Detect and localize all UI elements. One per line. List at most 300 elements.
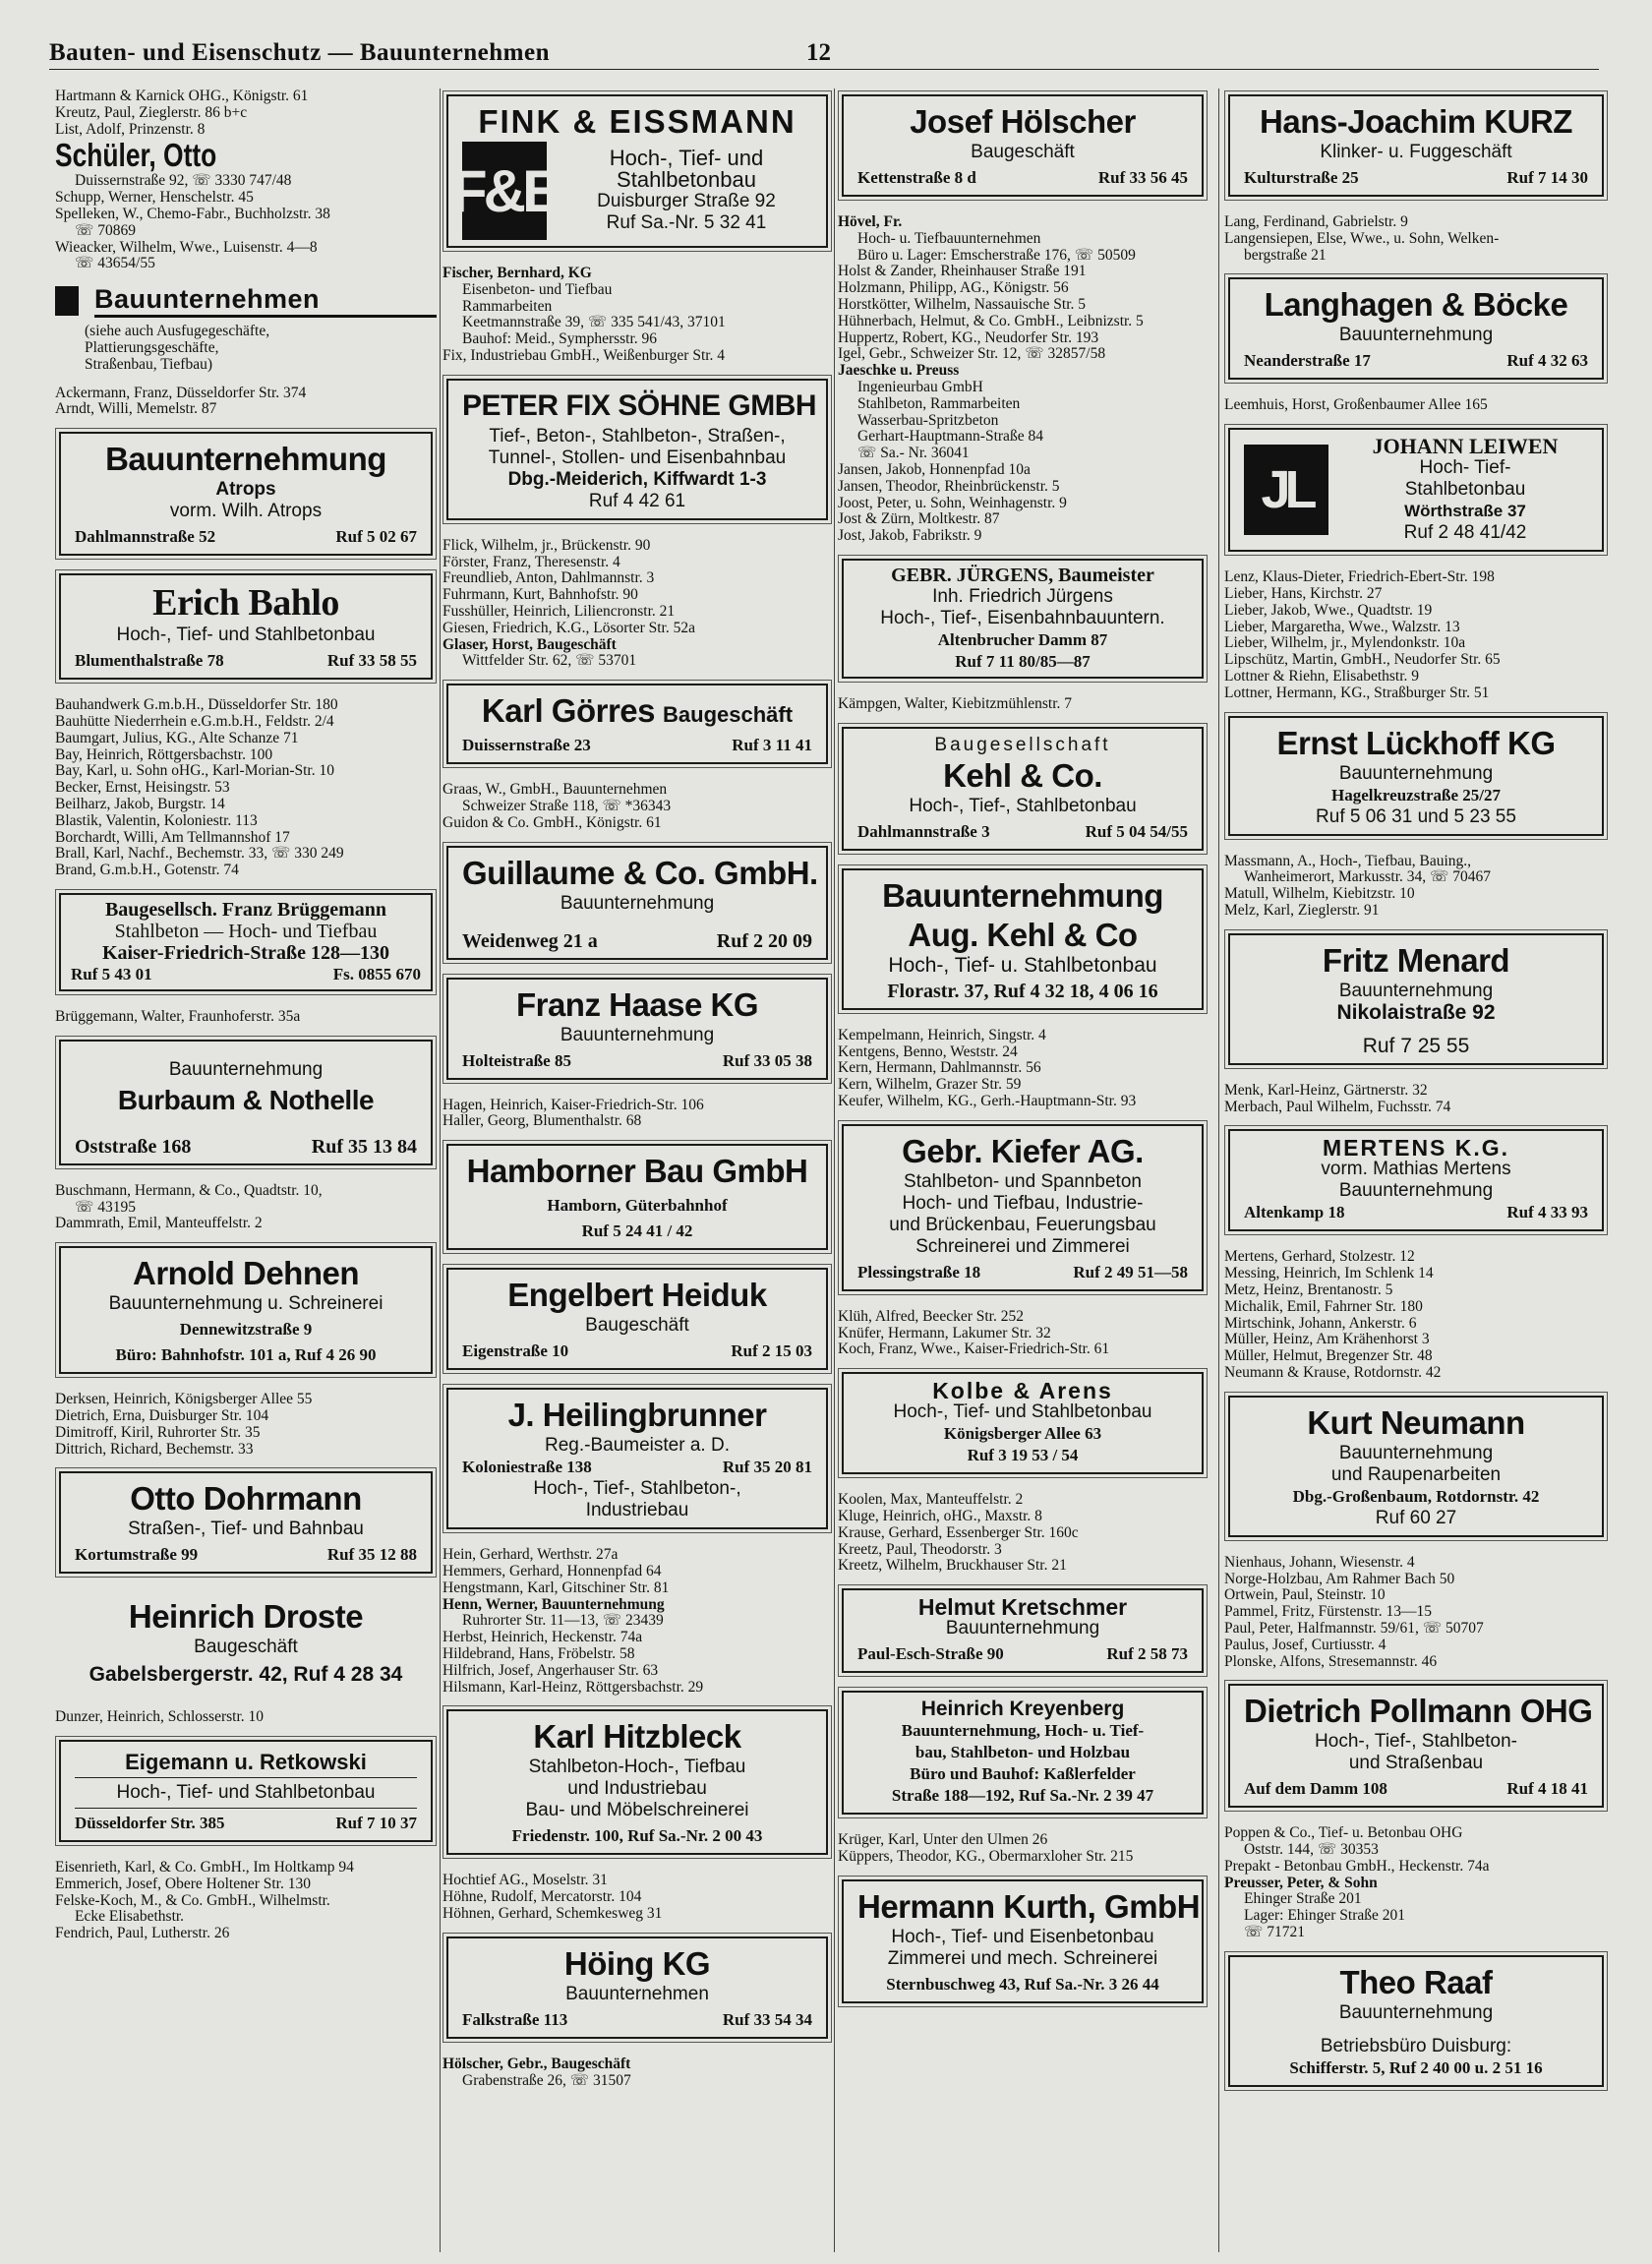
ad-address: Neanderstraße 17 — [1244, 351, 1371, 371]
listing-line: Müller, Heinz, Am Krähenhorst 3 — [1224, 1332, 1430, 1348]
ad-title: Otto Dohrmann — [130, 1480, 362, 1518]
ad-title: Heinrich Droste — [128, 1598, 364, 1636]
listing-group — [55, 89, 437, 138]
listing-group — [838, 231, 1208, 265]
ad-subtitle: Tunnel-, Stollen- und Eisenbahnbau — [488, 447, 787, 468]
ad-phone: Ruf 7 25 55 — [1362, 1034, 1470, 1057]
listing-line: Wittfelder Str. 62, ☏ 53701 — [462, 653, 637, 670]
listing-line: Prepakt - Betonbau GmbH., Heckenstr. 74a — [1224, 1858, 1490, 1875]
ad-subtitle: bau, Stahlbeton- und Holzbau — [914, 1743, 1131, 1762]
listing-line: Lieber, Hans, Kirchstr. 27 — [1224, 585, 1383, 602]
listing-line: Fuhrmann, Kurt, Bahnhofstr. 90 — [442, 587, 638, 604]
listing-line: Michalik, Emil, Fahrner Str. 180 — [1224, 1298, 1423, 1315]
ad-subtitle: Baugesellschaft — [934, 734, 1111, 755]
listing-line: Paulus, Josef, Curtiusstr. 4 — [1224, 1637, 1386, 1653]
ad-subtitle: Bauunternehmung — [1338, 2001, 1494, 2023]
ad-address: Hagelkreuzstraße 25/27 — [1330, 785, 1502, 804]
listing-line: Ruhrorter Str. 11—13, ☏ 23439 — [462, 1613, 664, 1630]
column-divider — [1218, 89, 1219, 2252]
ad-subtitle: vorm. Mathias Mertens — [1321, 1159, 1511, 1180]
listing-line: Schweizer Straße 118, ☏ *36343 — [462, 798, 672, 814]
ad-title: Burbaum & Nothelle — [117, 1084, 375, 1115]
listing-line: Hochtief AG., Moselstr. 31 — [442, 1873, 608, 1889]
listing-line: Kreutz, Paul, Zieglerstr. 86 b+c — [55, 104, 248, 121]
listing-line: ☏ 43195 — [75, 1199, 137, 1216]
listing-line: Hühnerbach, Helmut, & Co. GmbH., Leibnizstr. 5 — [838, 313, 1144, 329]
ad-address: Auf dem Damm 108 — [1244, 1779, 1387, 1799]
listing-line: ☏ 70869 — [75, 222, 137, 239]
listing-group — [442, 782, 832, 831]
column-3 — [838, 89, 1208, 2264]
ad-subtitle: Zimmerei und mech. Schreinerei — [887, 1947, 1158, 1969]
column-divider — [440, 89, 441, 2252]
listing-line: Koch, Franz, Wwe., Kaiser-Friedrich-Str. 61 — [838, 1341, 1110, 1358]
ad-title: Kehl & Co. — [943, 756, 1102, 794]
ad-title: Arnold Dehnen — [133, 1255, 359, 1292]
listing-line: Paul, Peter, Halfmannstr. 59/61, ☏ 50707 — [1224, 1620, 1484, 1637]
ad-subtitle: Schreinerei und Zimmerei — [915, 1235, 1130, 1257]
ad-subtitle: Hoch-, Tief-, Stahlbeton-, — [533, 1478, 741, 1500]
ad-phone: Ruf 4 18 41 — [1506, 1779, 1588, 1799]
ad-title: Hermann Kurth, GmbH — [857, 1887, 1201, 1925]
listing-line: Arndt, Willi, Memelstr. 87 — [55, 401, 217, 418]
listing-group — [55, 1860, 437, 1942]
ad-subtitle: Betriebsbüro Duisburg: — [1320, 2035, 1512, 2056]
listing-line: Keufer, Wilhelm, KG., Gerh.-Hauptmann-Str. 93 — [838, 1093, 1137, 1109]
listing-line: Kern, Wilhelm, Grazer Str. 59 — [838, 1077, 1022, 1094]
listing-line: Hilsmann, Karl-Heinz, Röttgersbachstr. 29 — [442, 1679, 704, 1696]
fe-logo-icon: F&E — [462, 142, 547, 240]
listing-line: Straßenbau, Tiefbau) — [85, 356, 213, 373]
listing-line: Fix, Industriebau GmbH., Weißenburger Str. 4 — [442, 347, 726, 364]
listing-line: Holst & Zander, Rheinhauser Straße 191 — [838, 264, 1087, 280]
listing-line: Hartmann & Karnick OHG., Königstr. 61 — [55, 89, 309, 104]
ad-title: Kurt Neumann — [1307, 1403, 1525, 1441]
listing-line: Freundlieb, Anton, Dahlmannstr. 3 — [442, 570, 655, 587]
ad-subtitle: Hoch-, Tief-, Eisenbahnbauuntern. — [880, 607, 1165, 628]
ad-phone: Ruf 2 58 73 — [1106, 1644, 1188, 1664]
ad-subtitle: Bauunternehmen — [565, 1983, 709, 2004]
ad-address: Altenbrucher Damm 87 — [937, 629, 1108, 649]
listing-line: Graas, W., GmbH., Bauunternehmen — [442, 782, 668, 799]
ad-peter-fix — [446, 379, 828, 520]
listing-group — [838, 1028, 1208, 1110]
ad-title: GEBR. JÜRGENS, Baumeister — [891, 564, 1154, 586]
listing-line: Beilharz, Jakob, Burgstr. 14 — [55, 796, 225, 812]
ad-phone: Ruf 5 04 54/55 — [1085, 821, 1188, 841]
ad-pollmann — [1228, 1684, 1604, 1808]
listing-line: Hagen, Heinrich, Kaiser-Friedrich-Str. 106 — [442, 1097, 704, 1113]
listing-line: (siehe auch Ausfugegeschäfte, — [85, 324, 270, 340]
ad-title: Bauunternehmung — [882, 876, 1163, 914]
ad-bahlo — [59, 573, 433, 680]
listing-line: Huppertz, Robert, KG., Neudorfer Str. 193 — [838, 329, 1099, 346]
listing-group — [442, 653, 832, 670]
listing-line: Hildebrand, Hans, Fröbelstr. 58 — [442, 1645, 635, 1662]
ad-subtitle: Baugeschäft — [663, 702, 794, 728]
listing-line: Wanheimerort, Markusstr. 34, ☏ 70467 — [1244, 869, 1492, 886]
listing-line: Messing, Heinrich, Im Schlenk 14 — [1224, 1266, 1434, 1282]
ad-subtitle: Baugeschäft — [194, 1637, 298, 1658]
ad-address: Düsseldorfer Str. 385 — [75, 1814, 225, 1833]
listing-line: Plattierungsgeschäfte, — [85, 339, 219, 356]
ad-mertens — [1228, 1129, 1604, 1231]
ad-raaf — [1228, 1955, 1604, 2087]
section-marker — [55, 286, 79, 316]
listing-line: Kreetz, Paul, Theodorstr. 3 — [838, 1541, 1002, 1558]
ad-kretschmer — [842, 1588, 1204, 1673]
ad-telex: Fs. 0855 670 — [332, 964, 421, 983]
listing-group — [1224, 854, 1608, 920]
listing-group — [55, 1392, 437, 1458]
ad-subtitle: Bauunternehmung — [560, 1024, 715, 1045]
ad-phone: Ruf 4 33 93 — [1506, 1203, 1588, 1222]
ad-address: Holteistraße 85 — [462, 1050, 571, 1070]
ad-josef-hoelscher — [842, 94, 1204, 197]
listing-name: Hövel, Fr. — [838, 214, 903, 230]
listing-line: Lang, Ferdinand, Gabrielstr. 9 — [1224, 214, 1408, 230]
ad-address: Dennewitzstraße 9 — [179, 1320, 313, 1340]
ad-address: Weidenweg 21 a — [462, 929, 598, 952]
listing-line: Ortwein, Paul, Steinstr. 10 — [1224, 1587, 1386, 1604]
ad-aug-kehl — [842, 868, 1204, 1010]
listing-group — [442, 282, 832, 348]
listing-group — [55, 173, 437, 190]
listing-line: Mertens, Gerhard, Stolzestr. 12 — [1224, 1249, 1415, 1266]
listing-group — [55, 1709, 437, 1726]
listing-line: Brüggemann, Walter, Fraunhoferstr. 35a — [55, 1008, 301, 1025]
column-4 — [1224, 89, 1608, 2264]
ad-subtitle: Klinker- u. Fuggeschäft — [1320, 142, 1512, 162]
ad-subtitle: Hoch-, Tief- u. Stahlbetonbau — [888, 953, 1157, 977]
ad-address: Schifferstr. 5, Ruf 2 40 00 u. 2 51 16 — [1289, 2057, 1543, 2077]
ad-address: Eigenstraße 10 — [462, 1341, 569, 1361]
listing-name: Glaser, Horst, Baugeschäft — [442, 636, 617, 653]
ad-heilingbrunner — [446, 1388, 828, 1529]
ad-subtitle: Hoch-, Tief-, Stahlbetonbau — [909, 795, 1137, 816]
ad-title: Höing KG — [563, 1944, 711, 1982]
listing-line: Fusshüller, Heinrich, Liliencronstr. 21 — [442, 603, 676, 620]
page-header — [49, 35, 1599, 70]
ad-subtitle: Hoch-, Tief- und Stahlbetonbau — [893, 1401, 1152, 1423]
ad-address: Dbg.-Meiderich, Kiffwardt 1-3 — [507, 468, 767, 490]
listing-line: Büro u. Lager: Emscherstraße 176, ☏ 50509 — [857, 247, 1136, 264]
listing-line: Mirtschink, Johann, Ankerstr. 6 — [1224, 1315, 1417, 1332]
ad-subtitle: Atrops — [215, 479, 276, 501]
listing-line: Guidon & Co. GmbH., Königstr. 61 — [442, 814, 662, 831]
ad-title: Kolbe & Arens — [932, 1378, 1113, 1404]
ad-subtitle: Hoch-, Tief- und Eisenbetonbau — [891, 1926, 1154, 1947]
listing-line: Dammrath, Emil, Manteuffelstr. 2 — [55, 1216, 263, 1232]
page-number: 12 — [806, 39, 831, 66]
listing-name: Hölscher, Gebr., Baugeschäft — [442, 2055, 631, 2072]
listing-line: Grabenstraße 26, ☏ 31507 — [462, 2072, 631, 2089]
ad-title: J. Heilingbrunner — [507, 1397, 767, 1434]
ad-title: Baugesellsch. Franz Brüggemann — [104, 898, 387, 921]
listing-line: Lieber, Jakob, Wwe., Quadtstr. 19 — [1224, 602, 1433, 619]
ad-title: Karl Hitzbleck — [533, 1718, 741, 1756]
listing-line: Borchardt, Willi, Am Tellmannshof 17 — [55, 829, 290, 846]
listing-line: Knüfer, Hermann, Lakumer Str. 32 — [838, 1325, 1051, 1341]
listing-line: Oststr. 144, ☏ 30353 — [1244, 1842, 1379, 1859]
ad-subtitle: Hoch- und Tiefbau, Industrie- — [902, 1192, 1144, 1214]
ad-phone: Ruf 2 48 41/42 — [1403, 522, 1527, 544]
ad-title: JOHANN LEIWEN — [1372, 434, 1559, 459]
listing-line: Emmerich, Josef, Obere Holtener Str. 130 — [55, 1876, 311, 1892]
listing-line: Lottner & Riehn, Elisabethstr. 9 — [1224, 668, 1420, 685]
listing-line: Igel, Gebr., Schweizer Str. 12, ☏ 32857/58 — [838, 346, 1106, 363]
ad-subtitle: Hoch-, Tief- und — [609, 146, 764, 170]
ad-subtitle: Bauunternehmung — [1338, 980, 1494, 1001]
ad-droste — [59, 1591, 433, 1692]
listing-line: Menk, Karl-Heinz, Gärtnerstr. 32 — [1224, 1082, 1428, 1099]
ad-subtitle: Stahlbetonbau — [617, 167, 756, 192]
ad-subtitle: Bauunternehmung — [1338, 1180, 1494, 1202]
listing-group — [838, 696, 1208, 713]
ad-hoeing — [446, 1936, 828, 2039]
ad-title: Heinrich Kreyenberg — [920, 1698, 1125, 1721]
listing-group — [442, 1613, 832, 1630]
ad-address: Friedenstr. 100, Ruf Sa.-Nr. 2 00 43 — [511, 1826, 763, 1846]
listing-line: Wieacker, Wilhelm, Wwe., Luisenstr. 4—8 — [55, 239, 318, 256]
ad-subtitle: und Brückenbau, Feuerungsbau — [889, 1214, 1156, 1235]
listing-name: Henn, Werner, Bauunternehmung — [442, 1596, 665, 1613]
ad-address: Wörthstraße 37 — [1404, 502, 1526, 521]
ad-subtitle: Bauunternehmung — [168, 1058, 324, 1080]
listing-line: Krüger, Karl, Unter den Ulmen 26 — [838, 1832, 1048, 1849]
ad-phone: Ruf 5 02 67 — [335, 527, 417, 547]
ad-subtitle: Bauunternehmung — [1338, 325, 1494, 346]
ad-phone: Ruf 2 15 03 — [731, 1341, 812, 1361]
listing-line: bergstraße 21 — [1244, 247, 1327, 264]
ad-title: Karl Görres — [481, 692, 656, 730]
ad-subtitle: Industriebau — [585, 1500, 689, 1521]
listing-line: Wasserbau-Spritzbeton — [857, 412, 999, 429]
listing-line: Koolen, Max, Manteuffelstr. 2 — [838, 1492, 1024, 1509]
listing-line: Bauhandwerk G.m.b.H., Düsseldorfer Str. 180 — [55, 697, 338, 714]
listing-line: Lottner, Hermann, KG., Straßburger Str. 51 — [1224, 685, 1490, 701]
listing-group — [1224, 1083, 1608, 1116]
listing-group — [1224, 1825, 1608, 1875]
header-title: Bauten- und Eisenschutz — Bauunternehmen — [49, 39, 550, 66]
listing-line: Baumgart, Julius, KG., Alte Schanze 71 — [55, 730, 299, 746]
ad-subtitle: und Industriebau — [567, 1778, 707, 1800]
listing-group — [1224, 1555, 1608, 1671]
listing-line: Blastik, Valentin, Koloniestr. 113 — [55, 812, 258, 829]
listing-line: Pammel, Fritz, Fürstenstr. 13—15 — [1224, 1604, 1432, 1621]
listing-group — [55, 1183, 437, 1232]
listing-line: Spelleken, W., Chemo-Fabr., Buchholzstr. 38 — [55, 206, 330, 222]
listing-line: Küppers, Theodor, KG., Obermarxloher Str. 215 — [838, 1848, 1134, 1865]
ad-phone: Ruf 5 43 01 — [71, 964, 152, 983]
listing-line: Höhne, Rudolf, Mercatorstr. 104 — [442, 1889, 642, 1906]
ad-kreyenberg — [842, 1691, 1204, 1815]
listing-line: Herbst, Heinrich, Heckenstr. 74a — [442, 1630, 643, 1646]
ad-subtitle: Bauunternehmung — [560, 892, 715, 914]
ad-phone: Ruf 3 19 53 / 54 — [967, 1446, 1079, 1465]
listing-line: Hemmers, Gerhard, Honnenpfad 64 — [442, 1563, 662, 1579]
listing-line: Plonske, Alfons, Stresemannstr. 46 — [1224, 1653, 1438, 1670]
ad-address: Falkstraße 113 — [462, 2009, 568, 2029]
ad-burbaum — [59, 1040, 433, 1165]
listing-line: Kentgens, Benno, Weststr. 24 — [838, 1043, 1018, 1060]
listing-line: Felske-Koch, M., & Co. GmbH., Wilhelmstr. — [55, 1892, 330, 1909]
ad-phone: Ruf Sa.-Nr. 5 32 41 — [606, 212, 767, 233]
listing-line: Kempelmann, Heinrich, Singstr. 4 — [838, 1027, 1046, 1043]
listing-name: Jaeschke u. Preuss — [838, 363, 960, 380]
ad-atrops — [59, 432, 433, 556]
listing-group — [838, 380, 1208, 462]
ad-dohrmann — [59, 1471, 433, 1574]
ad-subtitle: Straßen-, Tief- und Bahnbau — [128, 1519, 364, 1540]
ad-subtitle: Hamborn, Güterbahnhof — [547, 1196, 728, 1216]
listing-line: Flick, Wilhelm, jr., Brückenstr. 90 — [442, 537, 651, 554]
ad-subtitle: und Raupenarbeiten — [1330, 1463, 1502, 1485]
listing-line: Rammarbeiten — [462, 298, 553, 315]
section-title: Bauunternehmen — [94, 284, 321, 315]
listing-line: Förster, Franz, Theresenstr. 4 — [442, 554, 620, 570]
ad-title: Eigemann u. Retkowski — [125, 1750, 367, 1775]
listing-line: Buschmann, Hermann, & Co., Quadtstr. 10, — [55, 1182, 323, 1199]
ad-title: Ernst Lückhoff KG — [1276, 724, 1556, 761]
listing-line: Schupp, Werner, Henschelstr. 45 — [55, 190, 254, 207]
listing-line: Becker, Ernst, Heisingstr. 53 — [55, 780, 230, 797]
ad-leiwen — [1228, 428, 1604, 552]
ad-address: Blumenthalstraße 78 — [75, 651, 224, 671]
ad-title: Theo Raaf — [1339, 1963, 1493, 2000]
listing-line: Kreetz, Wilhelm, Bruckhauser Str. 21 — [838, 1558, 1067, 1575]
listing-line: Massmann, A., Hoch-, Tiefbau, Bauing., — [1224, 853, 1472, 869]
ad-neumann — [1228, 1396, 1604, 1537]
listing-group — [1224, 214, 1608, 264]
ad-address: Sternbuschweg 43, Ruf Sa.-Nr. 3 26 44 — [886, 1974, 1159, 1994]
ad-address: Paul-Esch-Straße 90 — [857, 1644, 1004, 1664]
ad-title: Gebr. Kiefer AG. — [902, 1132, 1144, 1169]
ad-subtitle: Baugeschäft — [971, 142, 1075, 162]
ad-subtitle: Bauunternehmung — [945, 1618, 1100, 1639]
listing-line: Hilfrich, Josef, Angerhauser Str. 63 — [442, 1662, 659, 1679]
listing-group — [442, 1547, 832, 1596]
listing-line: Metz, Heinz, Brentanostr. 5 — [1224, 1281, 1393, 1298]
ad-menard — [1228, 933, 1604, 1065]
listing-line: Ackermann, Franz, Düsseldorfer Str. 374 — [55, 385, 307, 401]
ad-kurth — [842, 1879, 1204, 2003]
listing-line: Bauhütte Niederrhein e.G.m.b.H., Feldstr. 2/4 — [55, 713, 334, 730]
listing-line: Melz, Karl, Zieglerstr. 91 — [1224, 902, 1380, 919]
ad-langhagen — [1228, 277, 1604, 380]
ad-title: Fritz Menard — [1322, 941, 1510, 979]
ad-title: Aug. Kehl & Co — [908, 916, 1138, 953]
ad-title: Hans-Joachim KURZ — [1260, 103, 1572, 140]
listing-line: Hein, Gerhard, Werthstr. 27a — [442, 1547, 619, 1564]
listing-name: Fischer, Bernhard, KG — [442, 266, 592, 281]
ad-subtitle: Bauunternehmung — [1338, 762, 1494, 784]
listing-line: ☏ 71721 — [1244, 1925, 1306, 1941]
ad-phone: Ruf 4 42 61 — [588, 490, 686, 511]
listing-line: Lenz, Klaus-Dieter, Friedrich-Ebert-Str. 198 — [1224, 569, 1495, 586]
listing-line: Nienhaus, Johann, Wiesenstr. 4 — [1224, 1554, 1415, 1571]
ad-address: Straße 188—192, Ruf Sa.-Nr. 2 39 47 — [891, 1786, 1154, 1806]
ad-goerres — [446, 684, 828, 764]
listing-line: Derksen, Heinrich, Königsberger Allee 55 — [55, 1392, 313, 1408]
ad-title: Bauunternehmung — [105, 441, 386, 478]
ad-phone: Ruf 35 13 84 — [311, 1135, 417, 1158]
column-2 — [442, 89, 832, 2264]
section-heading — [55, 284, 437, 318]
ad-office: Büro: Bahnhofstr. 101 a, Ruf 4 26 90 — [115, 1345, 377, 1365]
listing-line: Ehinger Straße 201 — [1244, 1891, 1362, 1908]
listing-line: Duissernstraße 92, ☏ 3330 747/48 — [75, 173, 292, 190]
ad-address: Duisburger Straße 92 — [597, 191, 776, 211]
ad-address: Kortumstraße 99 — [75, 1545, 199, 1565]
ad-phone: Ruf 35 20 81 — [722, 1458, 812, 1477]
ad-brueggemann — [59, 893, 433, 991]
ad-subtitle: Inh. Friedrich Jürgens — [932, 585, 1113, 607]
listing-line: Kämpgen, Walter, Kiebitzmühlenstr. 7 — [838, 695, 1073, 712]
ad-title: Josef Hölscher — [910, 103, 1136, 140]
ad-title: FINK & EISSMANN — [478, 103, 796, 140]
ad-haase — [446, 978, 828, 1080]
ad-subtitle: Baugeschäft — [585, 1315, 689, 1337]
ad-dehnen — [59, 1246, 433, 1374]
listing-group — [1224, 569, 1608, 701]
ad-subtitle: Stahlbeton — Hoch- und Tiefbau — [114, 920, 378, 942]
listing-name: Preusser, Peter, & Sohn — [1224, 1875, 1378, 1891]
listing-line: Kern, Hermann, Dahlmannstr. 56 — [838, 1060, 1041, 1077]
listing-group — [55, 697, 437, 879]
listing-line: Bay, Heinrich, Röttgersbachstr. 100 — [55, 746, 273, 763]
section-note — [55, 324, 437, 373]
ad-eigemann — [59, 1740, 433, 1842]
ad-address: Dahlmannstraße 52 — [75, 527, 216, 547]
listing-line: Matull, Wilhelm, Kiebitzstr. 10 — [1224, 886, 1415, 903]
ad-address: Kaiser-Friedrich-Straße 128—130 — [102, 941, 389, 964]
ad-phone: Ruf 33 58 55 — [326, 651, 417, 671]
listing-group — [442, 1630, 832, 1696]
listing-group — [838, 1832, 1208, 1866]
listing-group — [55, 1009, 437, 1026]
ad-kiefer — [842, 1124, 1204, 1291]
ad-phone: Ruf 7 11 80/85—87 — [955, 651, 1091, 671]
listing-line: Gerhart-Hauptmann-Straße 84 — [857, 429, 1043, 446]
ad-title: Hamborner Bau GmbH — [466, 1153, 808, 1190]
listing-group — [838, 1492, 1208, 1575]
listing-group — [442, 1873, 832, 1922]
section-underline — [94, 315, 437, 318]
ad-address: Büro und Bauhof: Kaßlerfelder — [910, 1764, 1136, 1784]
listing-line: Hengstmann, Karl, Gitschiner Str. 81 — [442, 1579, 670, 1596]
listing-group — [838, 264, 1208, 363]
listing-line: Jansen, Theodor, Rheinbrückenstr. 5 — [838, 478, 1060, 495]
ad-subtitle: Stahlbeton-Hoch-, Tiefbau — [528, 1757, 746, 1778]
ad-title: Dietrich Pollmann OHG — [1244, 1693, 1593, 1730]
ad-phone: Ruf 5 24 41 / 42 — [581, 1221, 693, 1241]
ad-phone: Ruf 7 10 37 — [335, 1814, 417, 1833]
listing-line: Dietrich, Erna, Duisburger Str. 104 — [55, 1407, 269, 1424]
ad-title: Helmut Kretschmer — [917, 1594, 1128, 1621]
listing-group — [1224, 397, 1608, 414]
ad-title: Franz Haase KG — [515, 985, 759, 1023]
listing-line: Eisenrieth, Karl, & Co. GmbH., Im Holtkamp 94 — [55, 1860, 354, 1877]
listing-line: Leemhuis, Horst, Großenbaumer Allee 165 — [1224, 397, 1488, 414]
listing-line: Merbach, Paul Wilhelm, Fuchsstr. 74 — [1224, 1099, 1451, 1115]
ad-subtitle: Stahlbetonbau — [1404, 479, 1526, 501]
ad-kolbe-arens — [842, 1372, 1204, 1474]
ad-phone: Ruf 33 54 34 — [722, 2009, 812, 2029]
listing-group — [442, 348, 832, 365]
ad-phone: Ruf 5 06 31 und 5 23 55 — [1316, 805, 1516, 827]
listing-line: Langensiepen, Else, Wwe., u. Sohn, Welken- — [1224, 230, 1500, 247]
